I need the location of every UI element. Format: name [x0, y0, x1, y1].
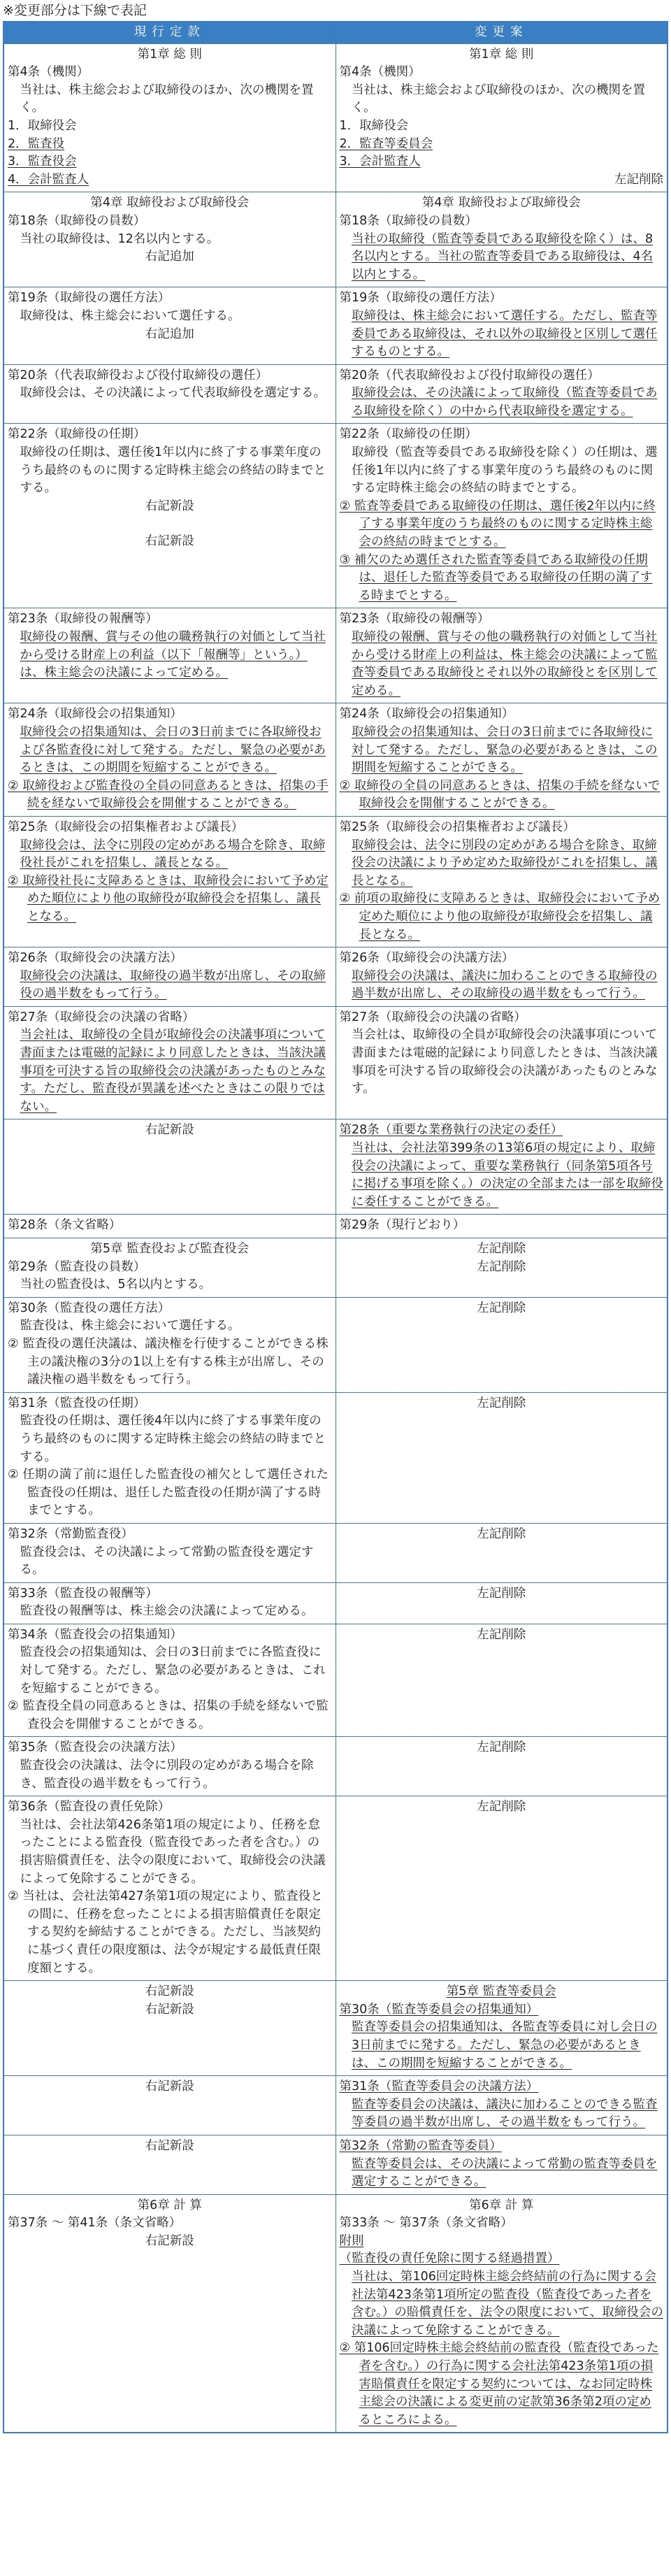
- article-line: 左記削除: [477, 1627, 526, 1642]
- current-article-cell: [3, 1119, 336, 1215]
- article-line: 2．監査役: [8, 136, 65, 151]
- proposed-article-cell: [336, 703, 668, 817]
- article-line: 左記削除: [477, 1740, 526, 1755]
- current-article-cell: [3, 1523, 336, 1582]
- article-line: 取締役会は、その決議によって代表取締役を選定する。: [20, 386, 326, 401]
- article-line: 第27条（取締役会の決議の省略）: [8, 1010, 195, 1024]
- proposed-article-cell: [336, 424, 668, 608]
- article-line: 右記新設: [145, 1984, 194, 1999]
- current-article-cell: [3, 947, 336, 1007]
- article-line: 監査等委員会の決議は、議決に加わることのできる監査等委員の過半数が出席し、その過半数をもって行う。: [352, 2097, 658, 2130]
- article-line: 第26条（取締役会の決議方法）: [339, 951, 514, 966]
- article-line: ② 取締役の全員の同意あるときは、招集の手続を経ないで取締役会を開催することができる。: [339, 778, 661, 811]
- proposed-article-cell: [336, 1737, 668, 1796]
- current-article-cell: [3, 1238, 336, 1298]
- article-line: 左記削除: [477, 1396, 526, 1410]
- current-article-cell: [3, 2135, 336, 2194]
- article-line: 第33条（監査役の報酬等）: [8, 1586, 158, 1601]
- table-row: [3, 1582, 668, 1624]
- article-line: 右記新設: [145, 2080, 194, 2094]
- article-line: 第35条（監査役会の決議方法）: [8, 1740, 182, 1755]
- article-line: 取締役会は、法令に別段の定めがある場合を除き、取締役社長がこれを招集し、議長となる。: [20, 838, 326, 871]
- article-line: 1．取締役会: [339, 118, 409, 133]
- article-line: 当社は、会社法第399条の13第6項の規定により、取締役会の決議によって、重要な業務執行（同条第5項各号に掲げる事項を除く。）の決定の全部または一部を取締役に委任することができる。: [352, 1141, 663, 1209]
- current-articles-header: 現行定款: [3, 22, 336, 43]
- article-line: 第18条（取締役の員数）: [8, 213, 146, 228]
- article-line: 第4章 取締役および取締役会: [421, 196, 581, 210]
- article-line: 左記削除: [614, 172, 663, 187]
- article-line: ② 監査役の選任決議は、議決権を行使することができる株主の議決権の3分の1以上を有する株主が出席し、その議決権の過半数をもって行う。: [8, 1336, 329, 1387]
- article-line: 第20条（代表取締役および役付取締役の選任）: [8, 368, 268, 382]
- article-line: 左記削除: [477, 1259, 526, 1274]
- proposed-article-cell: [336, 2135, 668, 2194]
- article-line: 第25条（取締役会の招集権者および議長）: [8, 820, 244, 834]
- proposed-article-cell: [336, 1238, 668, 1298]
- current-article-cell: [3, 1392, 336, 1523]
- article-line: 当社の取締役（監査等委員である取締役を除く）は、8名以内とする。当社の監査等委員である取締役は、4名以内とする。: [352, 231, 654, 282]
- article-line: 第1章 総 則: [137, 47, 202, 62]
- proposed-article-cell: [336, 1006, 668, 1119]
- table-body: [3, 43, 668, 2433]
- proposed-article-cell: [336, 947, 668, 1007]
- article-line: 第31条（監査等委員会の決議方法）: [339, 2080, 539, 2094]
- article-line: 1．取締役会: [8, 118, 77, 133]
- current-article-cell: [3, 1215, 336, 1238]
- proposed-article-cell: [336, 192, 668, 287]
- article-line: 第32条（常勤監査役）: [8, 1526, 134, 1541]
- table-row: [3, 1523, 668, 1582]
- article-line: 第25条（取締役会の招集権者および議長）: [339, 820, 575, 834]
- article-line: 第20条（代表取締役および役付取締役の選任）: [339, 368, 600, 382]
- table-row: [3, 608, 668, 703]
- current-article-cell: [3, 43, 336, 192]
- article-line: 第24条（取締役会の招集通知）: [339, 707, 514, 722]
- article-line: 取締役会の決議は、議決に加わることのできる取締役の過半数が出席し、その取締役の過半数をもって行う。: [352, 968, 658, 1001]
- article-line: 附則: [339, 2233, 364, 2248]
- article-line: 右記新設: [145, 499, 194, 513]
- article-line: 第30条（監査役の選任方法）: [8, 1301, 171, 1315]
- article-line: ③ 補欠のため選任された監査等委員である取締役の任期は、退任した監査等委員である取締役の任期の満了する時までとする。: [339, 552, 653, 603]
- article-line: 第28条（重要な業務執行の決定の委任）: [339, 1123, 563, 1138]
- article-line: 取締役会は、法令に別段の定めがある場合を除き、取締役会の決議により予め定めた取締役がこれを招集し、議長となる。: [352, 838, 658, 888]
- article-line: 右記新設: [145, 1123, 194, 1138]
- article-line: 右記追加: [145, 327, 194, 341]
- table-row: [3, 1119, 668, 1215]
- proposed-article-cell: [336, 1981, 668, 2076]
- article-line: ② 取締役および監査役の全員の同意あるときは、招集の手続を経ないで取締役会を開催することができる。: [8, 778, 329, 811]
- article-line: 第5章 監査役および監査役会: [90, 1242, 250, 1256]
- table-row: [3, 2194, 668, 2433]
- article-line: 監査等委員会の招集通知は、各監査等委員に対し会日の3日前までに発する。ただし、緊急の必要があるときは、この期間を短縮することができる。: [352, 2020, 658, 2070]
- table-row: [3, 816, 668, 947]
- article-line: 監査等委員会は、その決議によって常勤の監査等委員を選定することができる。: [352, 2156, 658, 2189]
- table-row: [3, 703, 668, 817]
- article-line: ② 取締役社長に支障あるときは、取締役会において予め定めた順位により他の取締役が取締役会を招集し、議長となる。: [8, 873, 329, 924]
- article-line: 監査役の報酬等は、株主総会の決議によって定める。: [20, 1604, 314, 1619]
- article-line: 4．会計監査人: [8, 172, 89, 187]
- current-article-cell: [3, 2076, 336, 2135]
- article-line: 左記削除: [477, 1301, 526, 1315]
- proposed-article-cell: [336, 1119, 668, 1215]
- article-line: 当社は、株主総会および取締役のほか、次の機関を置く。: [352, 83, 645, 115]
- article-line: 右記新設: [145, 2002, 194, 2017]
- current-article-cell: [3, 608, 336, 703]
- table-header-row: [3, 22, 668, 43]
- article-line: 第22条（取締役の任期）: [339, 427, 477, 442]
- current-article-cell: [3, 816, 336, 947]
- proposed-article-cell: [336, 287, 668, 364]
- table-row: [3, 1737, 668, 1796]
- table-row: [3, 1238, 668, 1298]
- article-line: [8, 515, 332, 533]
- article-line: 当社は、会社法第426条第1項の規定により、任務を怠ったことによる監査役（監査役であった者を含む。）の損害賠償責任を、法令の限度において、取締役会の決議によって免除することができる。: [20, 1817, 326, 1886]
- article-line: 第4条（機関）: [339, 65, 421, 80]
- article-line: 左記削除: [477, 1586, 526, 1601]
- table-row: [3, 424, 668, 608]
- proposed-article-cell: [336, 608, 668, 703]
- article-line: 監査役の任期は、選任後4年以内に終了する事業年度のうち最終のものに関する定時株主総会の終結の時までとする。: [20, 1414, 326, 1464]
- article-line: 第27条（取締役会の決議の省略）: [339, 1010, 526, 1024]
- article-line: 当社の監査役は、5名以内とする。: [20, 1278, 212, 1292]
- article-line: 取締役会は、その決議によって取締役（監査等委員である取締役を除く）の中から代表取締役を選定する。: [352, 386, 658, 418]
- proposed-changes-header: 変更案: [336, 22, 668, 43]
- article-line: 監査役会の招集通知は、会日の3日前までに各監査役に対して発する。ただし、緊急の必要があるときは、これを短縮することができる。: [20, 1645, 326, 1696]
- proposed-article-cell: [336, 816, 668, 947]
- table-row: [3, 43, 668, 192]
- current-article-cell: [3, 287, 336, 364]
- article-line: 第18条（取締役の員数）: [339, 213, 477, 228]
- article-line: 第34条（監査役会の招集通知）: [8, 1627, 182, 1642]
- proposed-article-cell: [336, 1796, 668, 1981]
- article-line: ② 任期の満了前に退任した監査役の補欠として選任された監査役の任期は、退任した監査役の任期が満了する時までとする。: [8, 1468, 329, 1518]
- article-line: 右記追加: [145, 250, 194, 264]
- article-line: 当社の取締役は、12名以内とする。: [20, 231, 219, 246]
- article-line: 当会社は、取締役の全員が取締役会の決議事項について書面または電磁的記録により同意したときは、当該決議事項を可決する旨の取締役会の決議があったものとみなす。ただし、監査役が異議を述べたときはこの限りではない。: [20, 1028, 326, 1114]
- article-line: 左記削除: [477, 1242, 526, 1256]
- article-line: ② 当社は、会社法第427条第1項の規定により、監査役との間に、任務を怠ったことによる損害賠償責任を限定する契約を締結することができる。ただし、当該契約に基づく責任の限度額は、法令が規定する最低責任限度額とする。: [8, 1889, 323, 1975]
- article-line: 第37条 〜 第41条（条文省略）: [8, 2216, 182, 2231]
- article-line: 第23条（取締役の報酬等）: [339, 612, 490, 627]
- article-line: 左記削除: [477, 1800, 526, 1815]
- table-row: [3, 1006, 668, 1119]
- current-article-cell: [3, 1796, 336, 1981]
- table-row: [3, 364, 668, 424]
- proposed-article-cell: [336, 1582, 668, 1624]
- table-row: [3, 1981, 668, 2076]
- article-line: 第30条（監査等委員会の招集通知）: [339, 2002, 539, 2017]
- current-article-cell: [3, 1737, 336, 1796]
- article-line: 3．監査役会: [8, 155, 77, 169]
- article-line: 取締役は、株主総会において選任する。: [20, 308, 240, 323]
- current-article-cell: [3, 1006, 336, 1119]
- proposed-article-cell: [336, 364, 668, 424]
- article-line: 監査役会は、その決議によって常勤の監査役を選定する。: [20, 1545, 314, 1577]
- article-line: 監査役会の決議は、法令に別段の定めがある場合を除き、監査役の過半数をもって行う。: [20, 1759, 314, 1791]
- article-line: 第28条（条文省略）: [8, 1218, 122, 1233]
- current-article-cell: [3, 1582, 336, 1624]
- article-line: 第4章 取締役および取締役会: [90, 196, 250, 210]
- article-line: 当社は、株主総会および取締役のほか、次の機関を置く。: [20, 83, 314, 115]
- proposed-article-cell: [336, 2194, 668, 2433]
- table-row: [3, 2076, 668, 2135]
- article-line: 左記削除: [477, 1526, 526, 1541]
- article-line: 第5章 監査等委員会: [446, 1984, 556, 1999]
- table-row: [3, 1796, 668, 1981]
- current-article-cell: [3, 703, 336, 817]
- table-row: [3, 192, 668, 287]
- article-line: 第29条（現行どおり）: [339, 1218, 466, 1233]
- article-line: 第19条（取締役の選任方法）: [339, 291, 502, 306]
- article-line: （監査役の責任免除に関する経過措置）: [339, 2252, 560, 2266]
- article-line: 取締役会の決議は、取締役の過半数が出席し、その取締役の過半数をもって行う。: [20, 968, 326, 1001]
- article-line: 取締役の報酬、賞与その他の職務執行の対価として当社から受ける財産上の利益は、株主総会の決議によって監査等委員である取締役とそれ以外の取締役とを区別して定める。: [352, 630, 658, 698]
- article-line: 取締役は、株主総会において選任する。ただし、監査等委員である取締役は、それ以外の取締役と区別して選任するものとする。: [352, 308, 658, 359]
- article-line: 第31条（監査役の任期）: [8, 1396, 146, 1410]
- current-article-cell: [3, 1297, 336, 1392]
- article-line: 監査役は、株主総会において選任する。: [20, 1319, 240, 1333]
- article-line: ② 第106回定時株主総会終結前の監査役（監査役であった者を含む。）の行為に関する会社法第423条第1項の損害賠償責任を限定する契約については、なお同定時株主総会の決議による変更前の定款第36条第2項の定めるところによる。: [339, 2341, 659, 2427]
- article-line: ② 前項の取締役に支障あるときは、取締役会において予め定めた順位により他の取締役が取締役会を招集し、議長となる。: [339, 892, 661, 942]
- article-line: 右記新設: [145, 2233, 194, 2248]
- proposed-article-cell: [336, 2076, 668, 2135]
- table-row: [3, 947, 668, 1007]
- proposed-article-cell: [336, 1392, 668, 1523]
- article-line: 第19条（取締役の選任方法）: [8, 291, 171, 306]
- proposed-article-cell: [336, 1215, 668, 1238]
- article-line: 第33条 〜 第37条（条文省略）: [339, 2216, 513, 2231]
- comparison-table: [3, 21, 668, 2433]
- article-line: 取締役会の招集通知は、会日の3日前までに各取締役および各監査役に対して発する。ただし、緊急の必要があるときは、この期間を短縮することができる。: [20, 724, 326, 775]
- proposed-article-cell: [336, 1297, 668, 1392]
- table-row: [3, 1624, 668, 1737]
- article-line: 第6章 計 算: [469, 2198, 534, 2212]
- article-line: 第1章 総 則: [469, 47, 534, 62]
- article-line: 第4条（機関）: [8, 65, 89, 80]
- article-line: 第36条（監査役の責任免除）: [8, 1800, 171, 1815]
- table-row: [3, 1297, 668, 1392]
- article-line: 第22条（取締役の任期）: [8, 427, 146, 442]
- article-line: 第6章 計 算: [137, 2198, 202, 2212]
- article-line: 第26条（取締役会の決議方法）: [8, 951, 182, 966]
- current-article-cell: [3, 1981, 336, 2076]
- table-row: [3, 1392, 668, 1523]
- article-line: 右記新設: [145, 534, 194, 549]
- article-line: 第24条（取締役会の招集通知）: [8, 707, 182, 722]
- current-article-cell: [3, 192, 336, 287]
- article-line: 2．監査等委員会: [339, 136, 433, 151]
- article-line: 第23条（取締役の報酬等）: [8, 612, 158, 627]
- table-row: [3, 2135, 668, 2194]
- current-article-cell: [3, 2194, 336, 2433]
- article-line: 第29条（監査役の員数）: [8, 1259, 146, 1274]
- article-line: ② 監査役全員の同意あるときは、招集の手続を経ないで監査役会を開催することができる。: [8, 1699, 329, 1731]
- article-line: 取締役会の招集通知は、会日の3日前までに各取締役に対して発する。ただし、緊急の必要があるときは、この期間を短縮することができる。: [352, 724, 658, 775]
- article-line: ② 監査等委員である取締役の任期は、選任後2年以内に終了する事業年度のうち最終のものに関する定時株主総会の終結の時までとする。: [339, 499, 656, 550]
- table-row: [3, 287, 668, 364]
- article-line: 当社は、第106回定時株主総会終結前の行為に関する会社法第423条第1項所定の監査役（監査役であった者を含む。）の賠償責任を、法令の限度において、取締役会の決議によって免除することができる。: [352, 2270, 663, 2338]
- article-line: 取締役（監査等委員である取締役を除く）の任期は、選任後1年以内に終了する事業年度のうち最終のものに関する定時株主総会の終結の時までとする。: [352, 445, 658, 496]
- article-line: 3．会計監査人: [339, 155, 421, 169]
- change-note: ※変更部分は下線で表記: [3, 3, 147, 18]
- current-article-cell: [3, 424, 336, 608]
- article-line: 取締役の報酬、賞与その他の職務執行の対価として当社から受ける財産上の利益（以下「報酬等」という。）は、株主総会の決議によって定める。: [20, 630, 326, 680]
- article-line: 取締役の任期は、選任後1年以内に終了する事業年度のうち最終のものに関する定時株主総会の終結の時までとする。: [20, 445, 326, 496]
- current-article-cell: [3, 364, 336, 424]
- proposed-article-cell: [336, 1523, 668, 1582]
- article-line: 右記新設: [145, 2138, 194, 2153]
- article-line: 第32条（常勤の監査等委員）: [339, 2138, 502, 2153]
- article-line: 当会社は、取締役の全員が取締役会の決議事項について書面または電磁的記録により同意したときは、当該決議事項を可決する旨の取締役会の決議があったものとみなす。: [352, 1028, 658, 1096]
- proposed-article-cell: [336, 43, 668, 192]
- proposed-article-cell: [336, 1624, 668, 1737]
- table-row: [3, 1215, 668, 1238]
- current-article-cell: [3, 1624, 336, 1737]
